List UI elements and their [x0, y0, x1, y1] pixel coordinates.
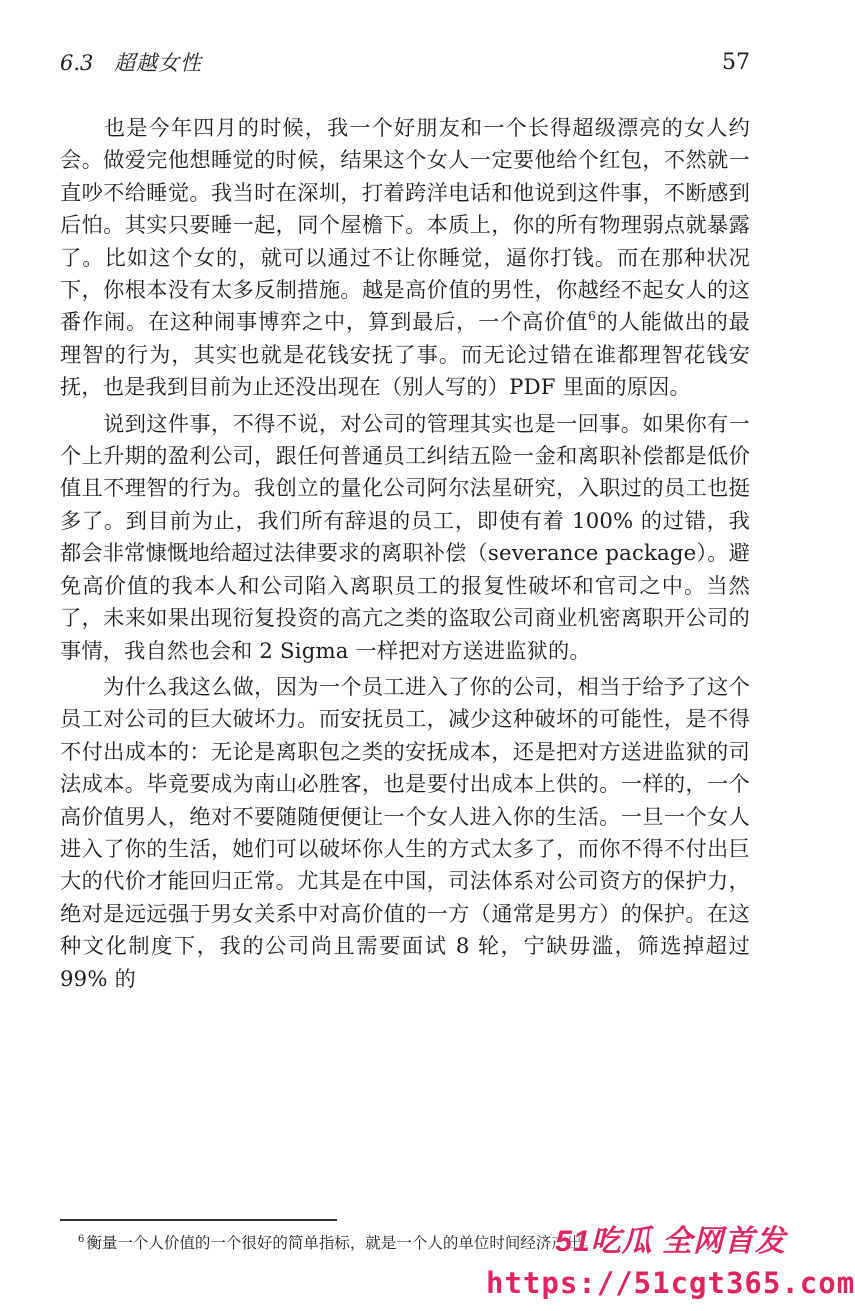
- footnote-text: 衡量一个人价值的一个很好的简单指标，就是一个人的单位时间经济产出。: [86, 1234, 598, 1252]
- paragraph-1-text-a: 也是今年四月的时候，我一个好朋友和一个长得超级漂亮的女人约会。做爱完他想睡觉的时候，结果这个女人一定要他给个红包，不然就一直吵不给睡觉。我当时在深圳，打着跨洋电话和他说到这件事，不断感到后怕。其实只要睡一起，同个屋檐下。本质上，你的所有物理弱点就暴露了。比如这个女的，就可以通过不让你睡觉，逼你打钱。而在那种状况下，你根本没有太多反制措施。越是高价值的男性，你越经不起女人的这番作闹。在这种闹事博弈之中，算到最后，一个高价值: [60, 115, 750, 335]
- paragraph-1: [60, 112, 750, 404]
- page-header: [60, 44, 750, 80]
- paragraph-3-text: 为什么我这么做，因为一个员工进入了你的公司，相当于给予了这个员工对公司的巨大破坏力。而安抚员工，减少这种破坏的可能性，是不得不付出成本的：无论是离职包之类的安抚成本，还是把对方送进监狱的司法成本。毕竟要成为南山必胜客，也是要付出成本上供的。一样的，一个高价值男人，绝对不要随随便便让一个女人进入你的生活。一旦一个女人进入了你的生活，她们可以破坏你人生的方式太多了，而你不得不付出巨大的代价才能回归正常。尤其是在中国，司法体系对公司资方的保护力，绝对是远远强于男女关系中对高价值的一方（通常是男方）的保护。在这种文化制度下，我的公司尚且需要面试 8 轮，宁缺毋滥，筛选掉超过 99% 的: [60, 673, 750, 991]
- running-head: [60, 47, 202, 77]
- watermark-url[interactable]: https://51cgt365.com: [486, 1266, 855, 1300]
- paragraph-1-text-b: 的人能做出的最理智的行为，其实也就是花钱安抚了事。而无论过错在谁都理智花钱安抚，也是我到目前为止还没出现在（别人写的）PDF 里面的原因。: [60, 309, 750, 400]
- page-number: 57: [722, 49, 750, 75]
- paragraph-2-text: 说到这件事，不得不说，对公司的管理其实也是一回事。如果你有一个上升期的盈利公司，跟任何普通员工纠结五险一金和离职补偿都是低价值且不理智的行为。我创立的量化公司阿尔法星研究，入职过的员工也挺多了。到目前为止，我们所有辞退的员工，即使有着 100% 的过错，我都会非常慷慨地给超过法律要求的离职补偿（severance package）。避免高价值的我本人和公司陷入离职员工的报复性破坏和官司之中。当然了，未来如果出现衍复投资的高亢之类的盗取公司商业机密离职开公司的事情，我自然也会和 2 Sigma 一样把对方送进监狱的。: [60, 410, 750, 663]
- footnote-reference[interactable]: 6: [588, 309, 596, 324]
- page-body: [60, 112, 750, 995]
- section-number: 6.3: [60, 51, 94, 75]
- paragraph-2: [60, 408, 750, 667]
- watermark-logo: 51吃瓜 全网首发: [555, 1225, 786, 1258]
- footnote-divider: [60, 1219, 337, 1221]
- watermark: [486, 1216, 855, 1300]
- footnote-mark: 6: [78, 1234, 85, 1245]
- section-title: 超越女性: [114, 51, 203, 75]
- paragraph-3: [60, 671, 750, 995]
